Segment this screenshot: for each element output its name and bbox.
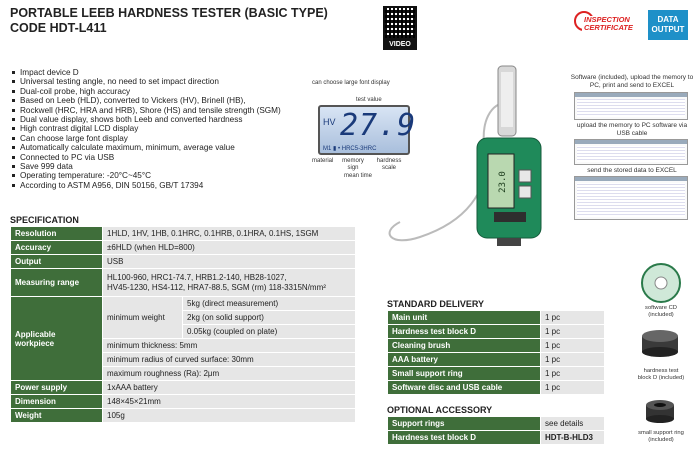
hardness-scale-label: hardness scale (376, 158, 402, 171)
support-ring-caption (631, 430, 691, 443)
software-screenshot-1 (574, 92, 688, 120)
table-row (388, 311, 605, 325)
spec-key: Output (11, 255, 103, 269)
data-output-line1: DATA (657, 15, 679, 24)
measuring-range-line1: HL100-960, HRC1-74.7, HRB1.2-140, HB28-1027, (107, 272, 287, 282)
delivery-qty: 1 pc (541, 339, 605, 353)
table-row (388, 339, 605, 353)
spec-value: 0.05kg (coupled on plate) (183, 325, 356, 339)
block-caption-line2: block D (included) (637, 374, 685, 381)
optional-table (387, 416, 605, 445)
table-row (11, 297, 356, 311)
software-caption-2: upload the memory to PC software via USB cable (576, 122, 688, 137)
optional-item: Hardness test block D (388, 431, 541, 445)
table-row (11, 269, 356, 297)
delivery-item: Small support ring (388, 367, 541, 381)
delivery-table (387, 310, 605, 395)
spec-value: USB (103, 255, 356, 269)
software-cd-caption (631, 305, 691, 318)
feature-item: Dual-coil probe, high accuracy (12, 87, 281, 96)
spec-value: 1HLD, 1HV, 1HB, 0.1HRC, 0.1HRB, 0.1HRA, 0.1HS, 1SGM (103, 227, 356, 241)
feature-item: High contrast digital LCD display (12, 124, 281, 133)
table-row (388, 325, 605, 339)
feature-item: Based on Leeb (HLD), converted to Vickers (HV), Brinell (HB), (12, 96, 281, 105)
delivery-item: AAA battery (388, 353, 541, 367)
lcd-status-line: M1 ▮ • HRC5-3HRC (323, 146, 377, 152)
table-row (11, 409, 356, 423)
delivery-item: Software disc and USB cable (388, 381, 541, 395)
table-row (388, 353, 605, 367)
ring-caption-line2: (included) (648, 436, 674, 443)
spec-value: 2kg (on solid support) (183, 311, 356, 325)
software-caption-3: send the stored data to EXCEL (587, 167, 677, 174)
spec-key: Measuring range (11, 269, 103, 297)
table-row (388, 417, 605, 431)
feature-item: According to ASTM A956, DIN 50156, GB/T 17394 (12, 181, 281, 190)
spec-key: Weight (11, 409, 103, 423)
optional-item: Support rings (388, 417, 541, 431)
feature-item: Connected to PC via USB (12, 153, 281, 162)
delivery-qty: 1 pc (541, 325, 605, 339)
table-row (11, 227, 356, 241)
spec-value: ±6HLD (when HLD=800) (103, 241, 356, 255)
title-line1: PORTABLE LEEB HARDNESS TESTER (BASIC TYPE) (10, 6, 328, 20)
optional-title: OPTIONAL ACCESSORY (387, 405, 493, 415)
certificate-label-line2: CERTIFICATE (584, 23, 633, 32)
delivery-qty: 1 pc (541, 367, 605, 381)
spec-value: maximum roughness (Ra): 2μm (103, 367, 356, 381)
lcd-unit: HV (323, 117, 336, 127)
certificate-label (582, 16, 633, 32)
data-output-line2: OUTPUT (651, 25, 685, 34)
software-screenshot-2 (574, 139, 688, 165)
spec-value: 1xAAA battery (103, 381, 356, 395)
table-row (388, 431, 605, 445)
workpiece-key-line2: workpiece (15, 338, 55, 348)
min-weight-label: minimum weight (103, 297, 183, 339)
delivery-qty: 1 pc (541, 381, 605, 395)
feature-item: Can choose large font display (12, 134, 281, 143)
spec-value: 105g (103, 409, 356, 423)
cd-caption-line1: software CD (645, 305, 677, 311)
device-bottom-ring (497, 238, 521, 246)
mean-time-label: mean time (344, 173, 373, 179)
delivery-item: Hardness test block D (388, 325, 541, 339)
specification-table (10, 226, 356, 423)
probe-highlight (501, 72, 513, 127)
table-row (11, 241, 356, 255)
device-button-down (519, 186, 531, 198)
feature-item: Dual value display, shows both Leeb and converted hardness (12, 115, 281, 124)
spec-value: minimum radius of curved surface: 30mm (103, 353, 356, 367)
device-button-up (519, 170, 531, 182)
delivery-item: Main unit (388, 311, 541, 325)
hardness-tester-device (380, 62, 580, 252)
software-caption-1: Software (included), upload the memory to PC, print and send to EXCEL (570, 74, 694, 89)
data-output-badge (648, 10, 688, 40)
software-cd-icon (640, 262, 682, 304)
page-title (10, 6, 328, 36)
spec-key: Dimension (11, 395, 103, 409)
feature-list (12, 68, 281, 190)
delivery-item: Cleaning brush (388, 339, 541, 353)
table-row (11, 255, 356, 269)
video-label[interactable]: VIDEO (383, 40, 417, 50)
title-line2: CODE HDT-L411 (10, 21, 107, 35)
optional-qty: see details (541, 417, 605, 431)
test-value-label: test value (356, 97, 382, 103)
optional-qty: HDT-B-HLD3 (541, 431, 605, 445)
qr-code-icon (383, 6, 417, 40)
feature-item: Save 999 data (12, 162, 281, 171)
feature-item: Operating temperature: -20°C~45°C (12, 171, 281, 180)
spec-value: 5kg (direct measurement) (183, 297, 356, 311)
lcd-value: 27.9 (340, 108, 417, 143)
cd-caption-line2: (included) (648, 311, 674, 318)
table-row (11, 381, 356, 395)
block-caption-line1: hardness test (643, 368, 679, 374)
device-screen-value: 23.0 (498, 171, 508, 193)
memory-sign-label: memory sign (342, 158, 364, 171)
ring-caption-line1: small support ring (638, 430, 684, 436)
spec-key: Resolution (11, 227, 103, 241)
software-screenshot-3 (574, 176, 688, 220)
specification-title: SPECIFICATION (10, 215, 79, 225)
test-block-caption (631, 368, 691, 381)
spec-value (103, 269, 356, 297)
delivery-qty: 1 pc (541, 311, 605, 325)
spec-value: 148×45×21mm (103, 395, 356, 409)
delivery-title: STANDARD DELIVERY (387, 299, 485, 309)
table-row (388, 381, 605, 395)
measuring-range-line2: HV45-1230, HS4-112, HRA7-88.5, SGM (rm) 118-3315N/mm² (107, 282, 326, 292)
table-row (11, 395, 356, 409)
lcd-caption: can choose large font display (312, 80, 390, 86)
feature-item: Universal testing angle, no need to set impact direction (12, 77, 281, 86)
hardness-test-block-icon (640, 328, 680, 358)
workpiece-key-line1: Applicable (15, 329, 56, 339)
feature-item: Impact device D (12, 68, 281, 77)
feature-item: Automatically calculate maximum, minimum, average value (12, 143, 281, 152)
table-row (388, 367, 605, 381)
spec-key (11, 297, 103, 381)
inspection-certificate-icon (574, 10, 636, 36)
spec-key: Accuracy (11, 241, 103, 255)
support-ring-icon (644, 398, 676, 426)
delivery-qty: 1 pc (541, 353, 605, 367)
spec-value: minimum thickness: 5mm (103, 339, 356, 353)
spec-key: Power supply (11, 381, 103, 395)
material-label: material (312, 158, 334, 164)
certificate-label-line1: INSPECTION (584, 15, 630, 24)
feature-item: Rockwell (HRC, HRA and HRB), Shore (HS) and tensile strength (SGM) (12, 106, 281, 115)
device-logo-plate (494, 212, 526, 222)
